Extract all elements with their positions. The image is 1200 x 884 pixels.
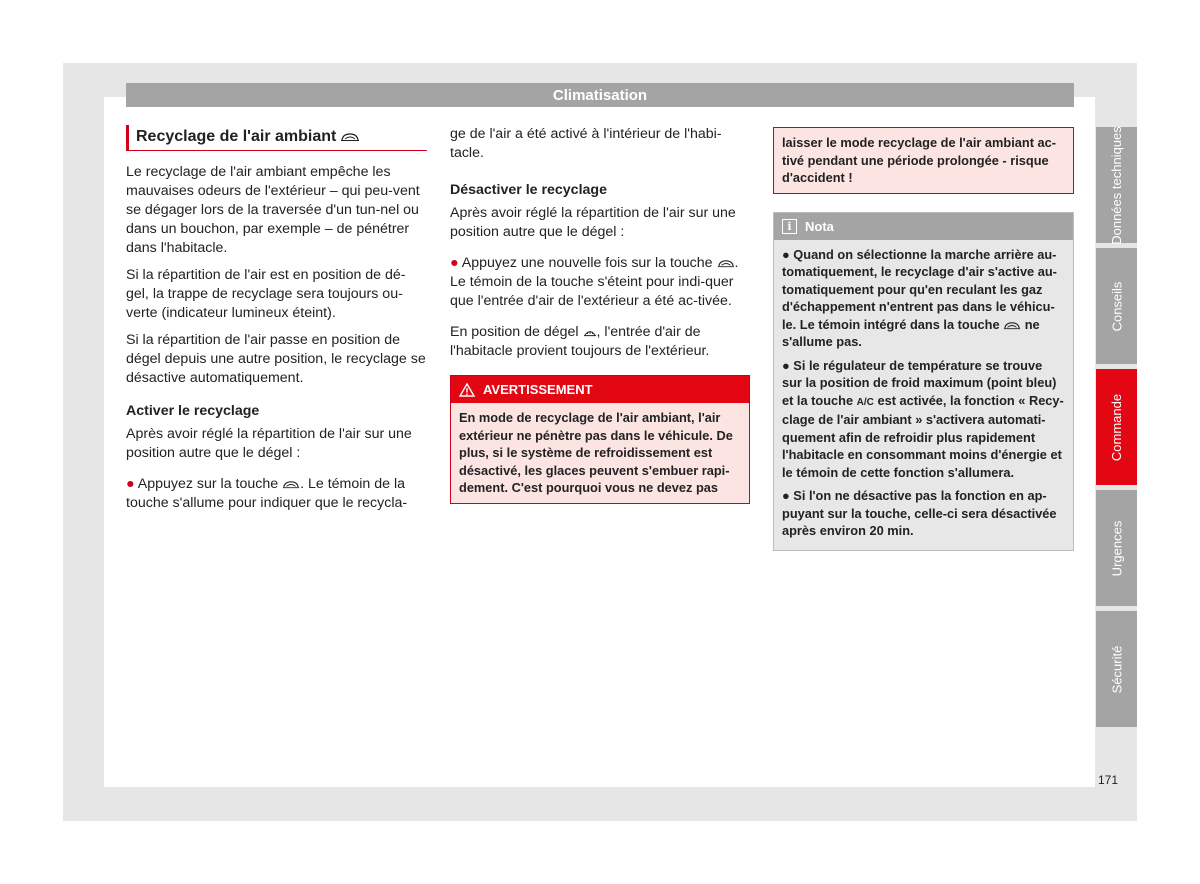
warning-triangle-icon <box>459 383 475 397</box>
bullet-step <box>126 475 427 513</box>
note-text: Quand on sélectionne la marche arrière au-tomatiquement, le recyclage d'air s'active au-tomatiquement pour qu'en reculant les gaz d'échappement n'entrent pas dans le véhicu-le. Le témoin intégré dans la touche <box>782 246 1057 332</box>
step-text: . Le témoin de la touche s'allume pour indiquer que le recycla- <box>126 476 408 511</box>
bullet-dot-icon: ● <box>126 476 135 492</box>
text: En position de dégel <box>450 324 579 340</box>
subheading-deactivate: Désactiver le recyclage <box>450 182 607 198</box>
tab-label: Conseils <box>1109 281 1125 331</box>
note-item <box>782 487 1065 540</box>
column-2 <box>450 125 750 504</box>
section-title-text: Recyclage de l'air ambiant <box>136 128 337 145</box>
chapter-header: Climatisation <box>126 83 1074 107</box>
column-3 <box>773 125 1074 551</box>
tab-label: Données techniques <box>1109 125 1124 245</box>
tab-conseils[interactable] <box>1096 248 1137 364</box>
tab-label: Sécurité <box>1109 645 1125 693</box>
note-text: Si le régulateur de température se trouve sur la position de froid maximum (point bleu) et la touche <box>782 357 1057 408</box>
air-recirculation-icon <box>340 132 360 142</box>
tab-commande[interactable] <box>1096 369 1137 485</box>
warning-title: AVERTISSEMENT <box>483 382 593 397</box>
warning-continuation: laisser le mode recyclage de l'air ambiant ac-tivé pendant une période prolongée - risque d'accident ! <box>773 127 1074 194</box>
air-recirculation-icon <box>1003 321 1021 330</box>
step-text: Appuyez une nouvelle fois sur la touche <box>461 255 713 271</box>
subheading-activate: Activer le recyclage <box>126 403 260 419</box>
warning-header <box>451 376 749 403</box>
bullet-dot-icon: ● <box>782 488 790 503</box>
paragraph <box>450 323 750 361</box>
air-recirculation-icon <box>282 480 300 489</box>
ac-button-label: A/C <box>856 396 874 408</box>
warning-text: En mode de recyclage de l'air ambiant, l'air extérieur ne pénètre pas dans le véhicule. De plus, si le système de refroidissement est désactivé, les glaces peuvent s'embuer rapi-dement. C'est pourquoi vous ne devez pas <box>459 410 733 495</box>
info-icon: i <box>782 219 797 234</box>
bullet-step <box>450 254 750 311</box>
tab-donnees-techniques[interactable] <box>1096 127 1137 243</box>
tab-label: Commande <box>1109 393 1125 461</box>
paragraph: Après avoir réglé la répartition de l'air sur une position autre que le dégel : <box>450 205 736 240</box>
column-1 <box>126 125 427 521</box>
paragraph: Après avoir réglé la répartition de l'air sur une position autre que le dégel : <box>126 426 412 461</box>
defrost-icon <box>583 327 597 338</box>
note-box <box>773 212 1074 551</box>
page-number: 171 <box>1098 773 1119 787</box>
paragraph: Si la répartition de l'air est en position de dé-gel, la trappe de recyclage sera toujours ou-verte (indicateur lumineux éteint). <box>126 267 406 321</box>
paragraph: ge de l'air a été activé à l'intérieur de l'habi-tacle. <box>450 126 722 161</box>
note-body <box>774 240 1073 550</box>
step-text: Appuyez sur la touche <box>137 476 279 492</box>
note-text: est activée, la fonction « Recy-clage de l'air ambiant » s'activera automati-quement afin de refroidir plus rapidement l'habitacle en consommant moins d'énergie et le témoin de cette fonction s'allumera. <box>782 392 1064 480</box>
paragraph: Le recyclage de l'air ambiant empêche les mauvaises odeurs de l'extérieur – qui peu-vent se dégager lors de la traversée d'un tun-nel ou dans un bouchon, par exemple – de pénétrer dans l'habitacle. <box>126 164 420 256</box>
bullet-dot-icon: ● <box>782 246 790 262</box>
note-text: Si l'on ne désactive pas la fonction en ap-puyant sur la touche, celle-ci sera désactivée après environ 20 min. <box>782 488 1057 538</box>
section-title <box>126 125 427 151</box>
tab-securite[interactable] <box>1096 611 1137 727</box>
tab-urgences[interactable] <box>1096 490 1137 606</box>
note-text: ne s'allume pas. <box>782 316 1040 349</box>
paragraph: Si la répartition de l'air passe en position de dégel depuis une autre position, le recyclage se désactive automatiquement. <box>126 332 426 386</box>
text: , l'entrée d'air de l'habitacle provient toujours de l'extérieur. <box>450 324 710 359</box>
warning-box <box>450 375 750 504</box>
bullet-dot-icon: ● <box>782 357 790 373</box>
air-recirculation-icon <box>717 259 735 268</box>
note-header <box>774 213 1073 240</box>
step-text: . Le témoin de la touche s'éteint pour indi-quer que l'entrée d'air de l'extérieur a été ac-tivée. <box>450 255 739 309</box>
bullet-dot-icon: ● <box>450 255 459 271</box>
note-item <box>782 357 1065 482</box>
note-item <box>782 246 1065 351</box>
note-title: Nota <box>805 218 834 234</box>
tab-label: Urgences <box>1109 520 1125 576</box>
